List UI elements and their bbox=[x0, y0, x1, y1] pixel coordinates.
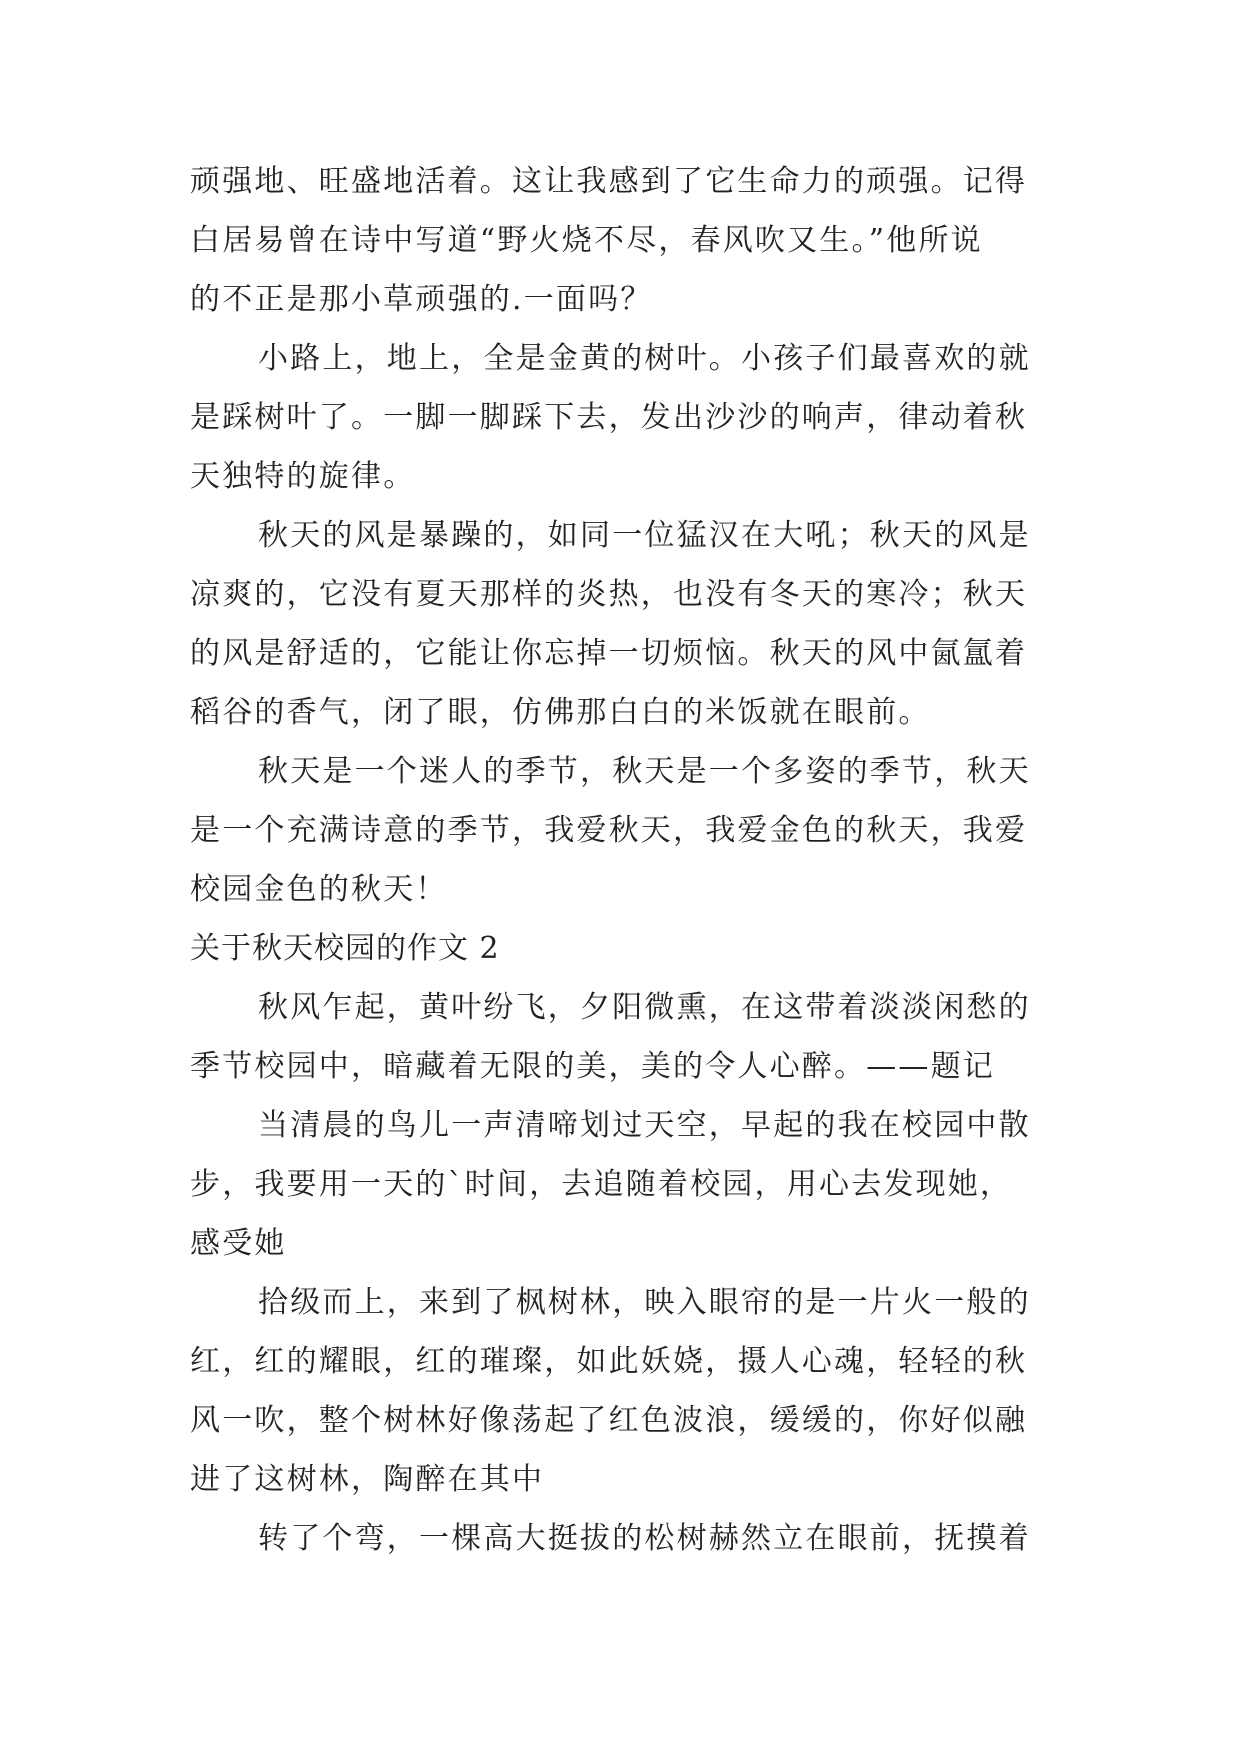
paragraph-first-line: 秋风乍起，黄叶纷飞，夕阳微熏，在这带着淡淡闲愁的 bbox=[258, 990, 1031, 1025]
text-line: 白居易曾在诗中写道“野火烧不尽，春风吹又生。”他所说 bbox=[190, 223, 983, 258]
text-line: 风一吹，整个树林好像荡起了红色波浪，缓缓的，你好似融 bbox=[190, 1403, 1028, 1438]
paragraph-first-line: 小路上，地上，全是金黄的树叶。小孩子们最喜欢的就 bbox=[258, 341, 1031, 376]
text-line: 校园金色的秋天！ bbox=[190, 872, 448, 907]
text-line: 是一个充满诗意的季节，我爱秋天，我爱金色的秋天，我爱 bbox=[190, 813, 1028, 848]
paragraph-first-line: 秋天是一个迷人的季节，秋天是一个多姿的季节，秋天 bbox=[258, 754, 1031, 789]
text-line: 感受她 bbox=[190, 1226, 287, 1261]
text-line: 天独特的旋律。 bbox=[190, 459, 416, 494]
text-line: 季节校园中，暗藏着无限的美，美的令人心醉。——题记 bbox=[190, 1049, 995, 1084]
paragraph-first-line: 拾级而上，来到了枫树林，映入眼帘的是一片火一般的 bbox=[258, 1285, 1031, 1320]
text-line: 的不正是那小草顽强的.一面吗？ bbox=[190, 282, 653, 317]
text-line: 凉爽的，它没有夏天那样的炎热，也没有冬天的寒冷；秋天 bbox=[190, 577, 1028, 612]
paragraph-first-line: 秋天的风是暴躁的，如同一位猛汉在大吼；秋天的风是 bbox=[258, 518, 1031, 553]
text-line: 稻谷的香气，闭了眼，仿佛那白白的米饭就在眼前。 bbox=[190, 695, 931, 730]
text-line: 是踩树叶了。一脚一脚踩下去，发出沙沙的响声，律动着秋 bbox=[190, 400, 1028, 435]
paragraph-first-line: 当清晨的鸟儿一声清啼划过天空，早起的我在校园中散 bbox=[258, 1108, 1031, 1143]
document-body bbox=[190, 152, 1062, 1568]
paragraph-first-line: 转了个弯，一棵高大挺拔的松树赫然立在眼前，抚摸着 bbox=[258, 1521, 1031, 1556]
text-line: 的风是舒适的，它能让你忘掉一切烦恼。秋天的风中氤氲着 bbox=[190, 636, 1028, 671]
text-line: 顽强地、旺盛地活着。这让我感到了它生命力的顽强。记得 bbox=[190, 164, 1028, 199]
text-line: 步，我要用一天的`时间，去追随着校园，用心去发现她， bbox=[190, 1167, 1013, 1202]
text-line: 红，红的耀眼，红的璀璨，如此妖娆，摄人心魂，轻轻的秋 bbox=[190, 1344, 1028, 1379]
text-line: 进了这树林，陶醉在其中 bbox=[190, 1462, 545, 1497]
section-heading: 关于秋天校园的作文 2 bbox=[190, 931, 500, 966]
